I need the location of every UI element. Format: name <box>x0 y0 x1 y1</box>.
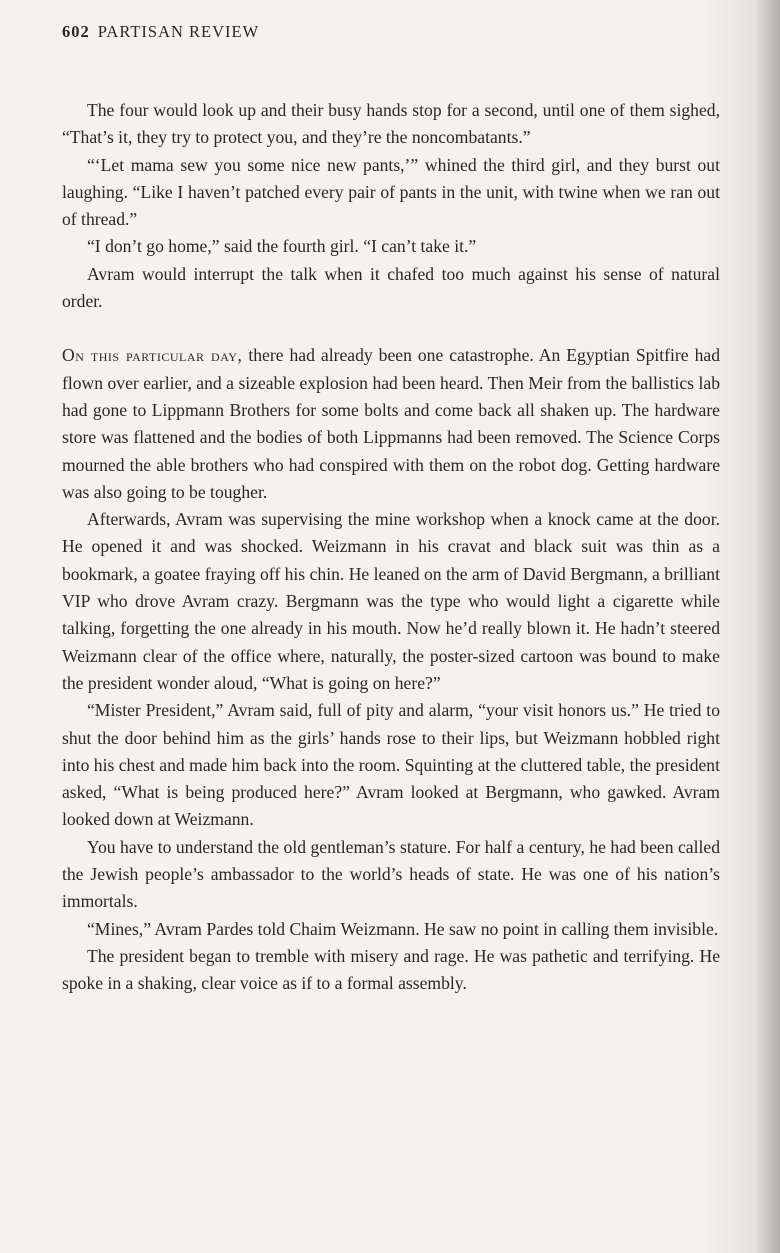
paragraph: “‘Let mama sew you some nice new pants,’” whined the third girl, and they burst out laughing. “Like I haven’t patched every pair of pants in the unit, with twine when we ran out of thread.” <box>62 154 720 230</box>
section-start-paragraph <box>62 342 720 506</box>
paragraph: “Mister President,” Avram said, full of pity and alarm, “your visit honors us.” He tried to shut the door behind him as the girls’ hands rose to their lips, but Weizmann hobbled right into his chest and made him back into the room. Squinting at the cluttered table, the president asked, “What is being produced here?” Avram looked at Bergmann, who gawked. Avram looked down at Weizmann. <box>62 700 720 830</box>
running-head <box>62 22 259 42</box>
paragraph: “I don’t go home,” said the fourth girl. “I can’t take it.” <box>87 236 477 257</box>
body-text <box>62 97 720 998</box>
section-lead-in: On this particular day, <box>62 345 243 366</box>
paragraph: “Mines,” Avram Pardes told Chaim Weizmann. He saw no point in calling them invisible. <box>87 918 719 939</box>
page-number: 602 <box>62 22 90 41</box>
paragraph: Avram would interrupt the talk when it chafed too much against his sense of natural order. <box>62 263 720 312</box>
journal-title: PARTISAN REVIEW <box>97 22 260 41</box>
section-text: there had already been one catastrophe. An Egyptian Spitfire had flown over earlier, and a sizeable explosion had been heard. Then Meir from the ballistics lab had gone to Lippmann Brothers for some bolts and come back all shaken up. The hardware store was flattened and the bodies of both Lippmanns had been removed. The Science Corps mourned the able brothers who had conspired with them on the robot dog. Getting hardware was also going to be tougher. <box>62 345 720 502</box>
paragraph: You have to understand the old gentleman’s stature. For half a century, he had been called the Jewish people’s ambassador to the world’s heads of state. He was one of his nation’s immortals. <box>62 836 720 912</box>
paragraph: The four would look up and their busy hands stop for a second, until one of them sighed, “That’s it, they try to protect you, and they’re the noncombatants.” <box>62 100 720 148</box>
binding-shadow <box>752 0 780 1253</box>
paragraph: Afterwards, Avram was supervising the mine workshop when a knock came at the door. He opened it and was shocked. Weizmann in his cravat and black suit was thin as a bookmark, a goatee fraying off his chin. He leaned on the arm of David Bergmann, a brilliant VIP who drove Avram crazy. Bergmann was the type who would light a cigarette while talking, forgetting the one already in his mouth. Now he’d really blown it. He hadn’t steered Weizmann clear of the office where, naturally, the poster-sized cartoon was bound to make the president wonder aloud, “What is going on here?” <box>62 509 720 693</box>
paragraph: The president began to tremble with misery and rage. He was pathetic and terrifying. He spoke in a shaking, clear voice as if to a formal assembly. <box>62 945 720 994</box>
